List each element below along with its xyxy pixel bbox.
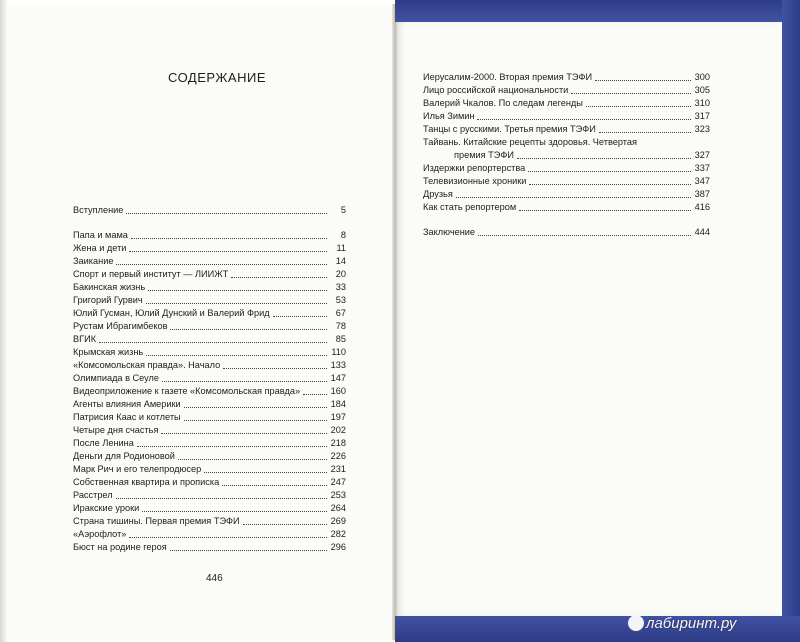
toc-entry-title: Заикание (73, 256, 114, 266)
toc-entry-page: 247 (330, 477, 346, 487)
toc-entry (73, 281, 346, 294)
toc-entry-title: Страна тишины. Первая премия ТЭФИ (73, 516, 240, 526)
toc-entry (423, 201, 710, 214)
dot-leader (222, 484, 327, 486)
dot-leader (517, 157, 691, 159)
toc-entry-page: 347 (694, 176, 710, 186)
toc-entry-page: 231 (330, 464, 346, 474)
toc-entry-page: 133 (330, 360, 346, 370)
toc-entry-page: 300 (694, 72, 710, 82)
toc-entry-title: Бакинская жизнь (73, 282, 146, 292)
dot-leader (126, 212, 327, 214)
toc-entry-page: 147 (330, 373, 346, 383)
toc-entry-title: ВГИК (73, 334, 97, 344)
dot-leader (99, 341, 327, 343)
toc-entry-title: Как стать репортером (423, 202, 517, 212)
toc-entry-page: 20 (335, 269, 346, 279)
toc-entry-page: 282 (330, 529, 346, 539)
toc-entry-title: Григорий Гурвич (73, 295, 143, 305)
dot-leader (184, 406, 327, 408)
toc-entry-page: 78 (335, 321, 346, 331)
toc-entry (423, 71, 710, 84)
dot-leader (142, 510, 327, 512)
toc-entry-title: Патрисия Каас и котлеты (73, 412, 181, 422)
toc-entry-title: Крымская жизнь (73, 347, 144, 357)
watermark-logo (628, 615, 736, 632)
toc-left-list (73, 229, 346, 554)
dot-leader (170, 549, 327, 551)
cover-top-edge (395, 0, 800, 22)
toc-entry (423, 162, 710, 175)
toc-entry-page: 337 (694, 163, 710, 173)
toc-entry-title: Спорт и первый институт — ЛИИЖТ (73, 269, 229, 279)
toc-entry-title: Юлий Гусман, Юлий Дунский и Валерий Фрид (73, 308, 270, 318)
toc-left-intro (73, 204, 346, 217)
book-gutter (392, 4, 398, 640)
toc-entry-title: Заключение (423, 227, 476, 237)
toc-entry-page: 14 (335, 256, 346, 266)
toc-entry-title: Четыре дня счастья (73, 425, 159, 435)
toc-entry-page: 5 (340, 205, 346, 215)
toc-entry (423, 97, 710, 110)
toc-entry-page: 197 (330, 412, 346, 422)
toc-right-list (423, 71, 710, 214)
toc-entry-page: 160 (330, 386, 346, 396)
dot-leader (116, 263, 327, 265)
toc-entry-title: Тайвань. Китайские рецепты здоровья. Четвертая (423, 137, 637, 147)
toc-entry-page: 8 (340, 230, 346, 240)
toc-entry-page: 53 (335, 295, 346, 305)
toc-entry (73, 294, 346, 307)
toc-entry (73, 398, 346, 411)
dot-leader (184, 419, 327, 421)
dot-leader (599, 131, 691, 133)
toc-entry-page: 296 (330, 542, 346, 552)
toc-entry-page: 202 (330, 425, 346, 435)
toc-entry-page: 310 (694, 98, 710, 108)
toc-entry (73, 320, 346, 333)
toc-entry (73, 255, 346, 268)
toc-entry-page: 226 (330, 451, 346, 461)
dot-leader (170, 328, 327, 330)
toc-entry-title: Жена и дети (73, 243, 127, 253)
watermark-text: лабиринт.ру (646, 615, 737, 632)
toc-entry (73, 528, 346, 541)
toc-entry (73, 424, 346, 437)
toc-entry-title: Собственная квартира и прописка (73, 477, 220, 487)
toc-entry (73, 437, 346, 450)
toc-entry-page: 416 (694, 202, 710, 212)
toc-entry-title: Агенты влияния Америки (73, 399, 181, 409)
page-number: 446 (206, 573, 223, 584)
toc-title: СОДЕРЖАНИЕ (168, 70, 267, 85)
toc-entry-page: 110 (331, 347, 346, 357)
toc-entry-title: Иерусалим-2000. Вторая премия ТЭФИ (423, 72, 593, 82)
dot-leader (116, 497, 327, 499)
toc-entry (73, 463, 346, 476)
toc-entry (73, 307, 346, 320)
dot-leader (129, 250, 327, 252)
toc-entry-page: 387 (694, 189, 710, 199)
dot-leader (148, 289, 327, 291)
toc-entry-title: Марк Рич и его телепродюсер (73, 464, 202, 474)
toc-entry-title: Иракские уроки (73, 503, 140, 513)
toc-entry (73, 450, 346, 463)
toc-entry (73, 489, 346, 502)
toc-entry-page: 33 (335, 282, 346, 292)
toc-entry-title: Деньги для Родионовой (73, 451, 175, 461)
toc-entry (73, 385, 346, 398)
toc-entry-page: 327 (694, 150, 710, 160)
toc-entry-title: Расстрел (73, 490, 113, 500)
dot-leader (178, 458, 327, 460)
toc-entry-title: «Аэрофлот» (73, 529, 127, 539)
dot-leader (161, 432, 327, 434)
dot-leader (528, 170, 691, 172)
toc-entry (73, 372, 346, 385)
toc-entry-title: Телевизионные хроники (423, 176, 527, 186)
dot-leader (519, 209, 691, 211)
toc-entry (423, 188, 710, 201)
cover-bottom-edge (395, 616, 800, 642)
toc-entry (73, 204, 346, 217)
toc-entry-line2 (423, 149, 710, 162)
dot-leader (137, 445, 327, 447)
toc-entry-title: Друзья (423, 189, 453, 199)
toc-entry-title: Видеоприложение к газете «Комсомольская правда» (73, 386, 301, 396)
toc-entry-page: 184 (330, 399, 346, 409)
toc-entry-title: Папа и мама (73, 230, 128, 240)
toc-right-outro (423, 226, 710, 239)
toc-entry (73, 229, 346, 242)
toc-entry-title-cont: премия ТЭФИ (454, 150, 514, 160)
toc-entry-title: Танцы с русскими. Третья премия ТЭФИ (423, 124, 596, 134)
toc-entry-page: 85 (335, 334, 346, 344)
toc-entry-page: 218 (330, 438, 346, 448)
dot-leader (146, 302, 327, 304)
toc-entry (73, 359, 346, 372)
toc-entry-title: Олимпиада в Сеуле (73, 373, 160, 383)
toc-entry (423, 226, 710, 239)
labirint-logo-icon (628, 615, 644, 631)
toc-entry-page: 11 (336, 243, 346, 253)
toc-entry-title: Лицо российской национальности (423, 85, 569, 95)
toc-entry-page: 305 (694, 85, 710, 95)
dot-leader (129, 536, 327, 538)
dot-leader (146, 354, 327, 356)
toc-entry-title: Бюст на родине героя (73, 542, 167, 552)
toc-entry (73, 411, 346, 424)
toc-entry-page: 253 (330, 490, 346, 500)
dot-leader (162, 380, 327, 382)
dot-leader (231, 276, 327, 278)
dot-leader (131, 237, 327, 239)
toc-entry (73, 346, 346, 359)
toc-entry (73, 333, 346, 346)
toc-entry (73, 502, 346, 515)
toc-entry-title: После Ленина (73, 438, 134, 448)
toc-entry-page: 317 (694, 111, 710, 121)
toc-entry (423, 84, 710, 97)
dot-leader (595, 79, 691, 81)
toc-entry-page: 323 (694, 124, 710, 134)
toc-entry-title: Илья Зимин (423, 111, 475, 121)
dot-leader (273, 315, 327, 317)
dot-leader (243, 523, 327, 525)
dot-leader (571, 92, 691, 94)
dot-leader (303, 393, 327, 395)
dot-leader (456, 196, 691, 198)
toc-entry-title: Рустам Ибрагимбеков (73, 321, 168, 331)
toc-entry (73, 515, 346, 528)
toc-entry (73, 242, 346, 255)
toc-entry-page: 444 (694, 227, 710, 237)
dot-leader (586, 105, 691, 107)
dot-leader (204, 471, 327, 473)
toc-entry-page: 269 (330, 516, 346, 526)
toc-entry-title: Вступление (73, 205, 124, 215)
dot-leader (477, 118, 691, 120)
toc-entry (423, 123, 710, 136)
cover-right-edge (782, 0, 800, 642)
dot-leader (478, 234, 691, 236)
toc-entry (423, 110, 710, 123)
toc-entry-title: Издержки репортерства (423, 163, 526, 173)
toc-entry-title: Валерий Чкалов. По следам легенды (423, 98, 583, 108)
toc-entry-page: 67 (335, 308, 346, 318)
toc-entry (423, 175, 710, 188)
toc-entry-page: 264 (330, 503, 346, 513)
dot-leader (529, 183, 691, 185)
dot-leader (223, 367, 327, 369)
toc-entry (73, 268, 346, 281)
toc-entry (73, 476, 346, 489)
toc-entry-title: «Комсомольская правда». Начало (73, 360, 221, 370)
toc-entry (423, 136, 710, 162)
toc-entry (73, 541, 346, 554)
left-edge-shadow (0, 0, 8, 642)
